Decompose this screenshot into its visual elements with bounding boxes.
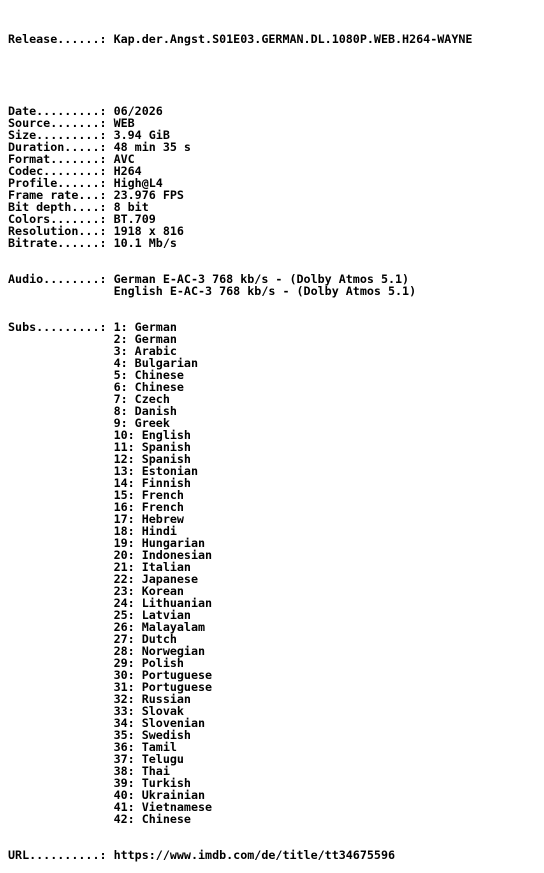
info-field-label: Format.......: — [8, 152, 107, 166]
subtitle-track: 25: Latvian — [113, 608, 191, 622]
subtitle-track: 13: Estonian — [113, 464, 199, 478]
subtitle-track: 2: German — [113, 332, 177, 346]
imdb-link[interactable]: https://www.imdb.com/de/title/tt34675596 — [113, 848, 396, 862]
info-field-value: 23.976 FPS — [113, 188, 184, 202]
info-field-value: H264 — [113, 164, 142, 178]
info-field-label: Date.........: — [8, 104, 107, 118]
info-field-label: Duration.....: — [8, 140, 107, 154]
subtitle-track: 12: Spanish — [113, 452, 191, 466]
subtitle-track: 38: Thai — [113, 764, 170, 778]
subtitle-track: 30: Portuguese — [113, 668, 213, 682]
subtitle-track: 11: Spanish — [113, 440, 191, 454]
subtitle-track: 28: Norwegian — [113, 644, 206, 658]
subtitle-track: 41: Vietnamese — [113, 800, 213, 814]
subtitle-track: 26: Malayalam — [113, 620, 206, 634]
subtitle-track: 36: Tamil — [113, 740, 177, 754]
spacer-line — [8, 69, 472, 81]
subtitles-section — [8, 321, 472, 825]
info-field-line — [8, 237, 472, 249]
audio-track-line-label — [8, 284, 107, 298]
info-field-value: 8 bit — [113, 200, 149, 214]
subtitle-track: 14: Finnish — [113, 476, 191, 490]
subtitle-track: 23: Korean — [113, 584, 184, 598]
subtitle-track: 3: Arabic — [113, 344, 177, 358]
subtitle-track: 27: Dutch — [113, 632, 177, 646]
audio-track: German E-AC-3 768 kb/s - (Dolby Atmos 5.1) — [113, 272, 410, 286]
subtitle-track: 15: French — [113, 488, 184, 502]
subtitle-track: 6: Chinese — [113, 380, 184, 394]
subtitle-track: 4: Bulgarian — [113, 356, 199, 370]
subtitle-track: 10: English — [113, 428, 191, 442]
subtitle-track: 22: Japanese — [113, 572, 199, 586]
subtitle-track: 42: Chinese — [113, 812, 191, 826]
info-field-value: High@L4 — [113, 176, 163, 190]
subtitle-track: 20: Indonesian — [113, 548, 213, 562]
url-label: URL..........: — [8, 848, 107, 862]
subtitle-track: 1: German — [113, 320, 177, 334]
info-field-label: Frame rate...: — [8, 188, 107, 202]
subtitle-track: 31: Portuguese — [113, 680, 213, 694]
info-field-value: 1918 x 816 — [113, 224, 184, 238]
info-field-value: 10.1 Mb/s — [113, 236, 177, 250]
subtitle-track: 5: Chinese — [113, 368, 184, 382]
audio-section — [8, 273, 472, 297]
subtitle-track: 40: Ukrainian — [113, 788, 206, 802]
subtitle-track-line-label: Subs.........: — [8, 320, 107, 334]
subtitle-track: 24: Lithuanian — [113, 596, 213, 610]
subtitle-track: 32: Russian — [113, 692, 191, 706]
audio-track: English E-AC-3 768 kb/s - (Dolby Atmos 5.1) — [113, 284, 417, 298]
info-field-label: Colors.......: — [8, 212, 107, 226]
info-field-value: BT.709 — [113, 212, 156, 226]
subtitle-track: 21: Italian — [113, 560, 191, 574]
info-field-label: Resolution...: — [8, 224, 107, 238]
media-info-fields — [8, 105, 472, 249]
info-field-label: Bitrate......: — [8, 236, 107, 250]
subtitle-track: 7: Czech — [113, 392, 170, 406]
subtitle-track: 18: Hindi — [113, 524, 177, 538]
subtitle-track: 35: Swedish — [113, 728, 191, 742]
subtitle-track: 39: Turkish — [113, 776, 191, 790]
url-line — [8, 849, 472, 861]
subtitle-track: 33: Slovak — [113, 704, 184, 718]
release-name: Kap.der.Angst.S01E03.GERMAN.DL.1080P.WEB.H264-WAYNE — [113, 32, 473, 46]
info-field-label: Size.........: — [8, 128, 107, 142]
release-label: Release......: — [8, 32, 107, 46]
subtitle-track: 29: Polish — [113, 656, 184, 670]
subtitle-track: 16: French — [113, 500, 184, 514]
nfo-text-block — [8, 9, 472, 873]
release-line — [8, 33, 472, 45]
info-field-value: WEB — [113, 116, 135, 130]
subtitle-track-line-label — [8, 812, 107, 826]
info-field-value: AVC — [113, 152, 135, 166]
subtitle-track: 19: Hungarian — [113, 536, 206, 550]
subtitle-track: 34: Slovenian — [113, 716, 206, 730]
subtitle-track: 17: Hebrew — [113, 512, 184, 526]
subtitle-track-line — [8, 813, 472, 825]
info-field-label: Codec........: — [8, 164, 107, 178]
info-field-value: 48 min 35 s — [113, 140, 191, 154]
subtitle-track: 37: Telugu — [113, 752, 184, 766]
info-field-label: Bit depth....: — [8, 200, 107, 214]
subtitle-track: 8: Danish — [113, 404, 177, 418]
audio-track-line-label: Audio........: — [8, 272, 107, 286]
info-field-value: 3.94 GiB — [113, 128, 170, 142]
info-field-value: 06/2026 — [113, 104, 163, 118]
info-field-label: Source.......: — [8, 116, 107, 130]
subtitle-track: 9: Greek — [113, 416, 170, 430]
info-field-label: Profile......: — [8, 176, 107, 190]
audio-track-line — [8, 285, 472, 297]
